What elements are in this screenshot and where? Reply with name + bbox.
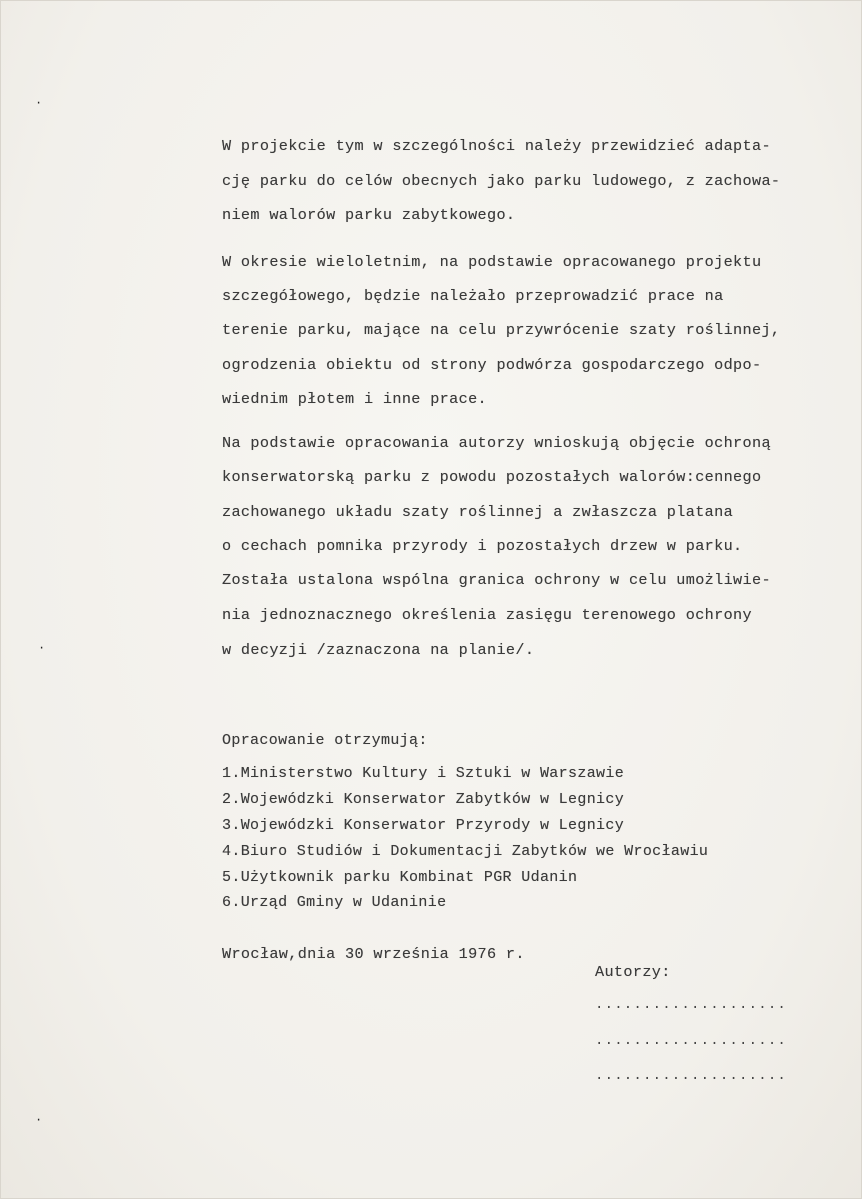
place-date: Wrocław,dnia 30 września 1976 r. bbox=[222, 945, 525, 963]
recipients-heading: Opracowanie otrzymują: bbox=[222, 732, 428, 749]
margin-mark-bottom: · bbox=[35, 1113, 43, 1127]
paragraph-line: W projekcie tym w szczególności należy przewidzieć adapta- bbox=[222, 137, 771, 155]
paragraph-line: o cechach pomnika przyrody i pozostałych drzew w parku. bbox=[222, 537, 743, 555]
paragraph-line: W okresie wieloletnim, na podstawie opracowanego projektu bbox=[222, 253, 762, 271]
paragraph-line: szczegółowego, będzie należało przeprowadzić prace na bbox=[222, 287, 724, 305]
paragraph-line: Na podstawie opracowania autorzy wnioskują objęcie ochroną bbox=[222, 434, 771, 452]
paragraph-line: wiednim płotem i inne prace. bbox=[222, 390, 487, 408]
paragraph-line: terenie parku, mające na celu przywrócenie szaty roślinnej, bbox=[222, 321, 781, 339]
paragraph-line: w decyzji /zaznaczona na planie/. bbox=[222, 641, 535, 659]
recipient-item: 4.Biuro Studiów i Dokumentacji Zabytków we Wrocławiu bbox=[222, 843, 709, 860]
signature-line: .................... bbox=[595, 1033, 788, 1049]
margin-mark-middle: · bbox=[38, 641, 46, 655]
signature-line: .................... bbox=[595, 997, 788, 1013]
paragraph-line: konserwatorską parku z powodu pozostałych walorów:cennego bbox=[222, 468, 762, 486]
margin-mark-top: · bbox=[35, 96, 43, 110]
paragraph-line: ogrodzenia obiektu od strony podwórza gospodarczego odpo- bbox=[222, 356, 762, 374]
paragraph-line: cję parku do celów obecnych jako parku ludowego, z zachowa- bbox=[222, 172, 781, 190]
recipient-item: 2.Wojewódzki Konserwator Zabytków w Legnicy bbox=[222, 791, 625, 808]
recipient-item: 1.Ministerstwo Kultury i Sztuki w Warszawie bbox=[222, 765, 625, 782]
paragraph-line: nia jednoznacznego określenia zasięgu terenowego ochrony bbox=[222, 606, 752, 624]
recipient-item: 3.Wojewódzki Konserwator Przyrody w Legnicy bbox=[222, 817, 625, 834]
recipient-item: 5.Użytkownik parku Kombinat PGR Udanin bbox=[222, 869, 578, 886]
paragraph-line: niem walorów parku zabytkowego. bbox=[222, 206, 516, 224]
authors-label: Autorzy: bbox=[595, 963, 671, 981]
recipient-item: 6.Urząd Gminy w Udaninie bbox=[222, 894, 447, 911]
paragraph-line: zachowanego układu szaty roślinnej a zwłaszcza platana bbox=[222, 503, 734, 521]
signature-line: .................... bbox=[595, 1068, 788, 1084]
paragraph-line: Została ustalona wspólna granica ochrony w celu umożliwie- bbox=[222, 571, 771, 589]
